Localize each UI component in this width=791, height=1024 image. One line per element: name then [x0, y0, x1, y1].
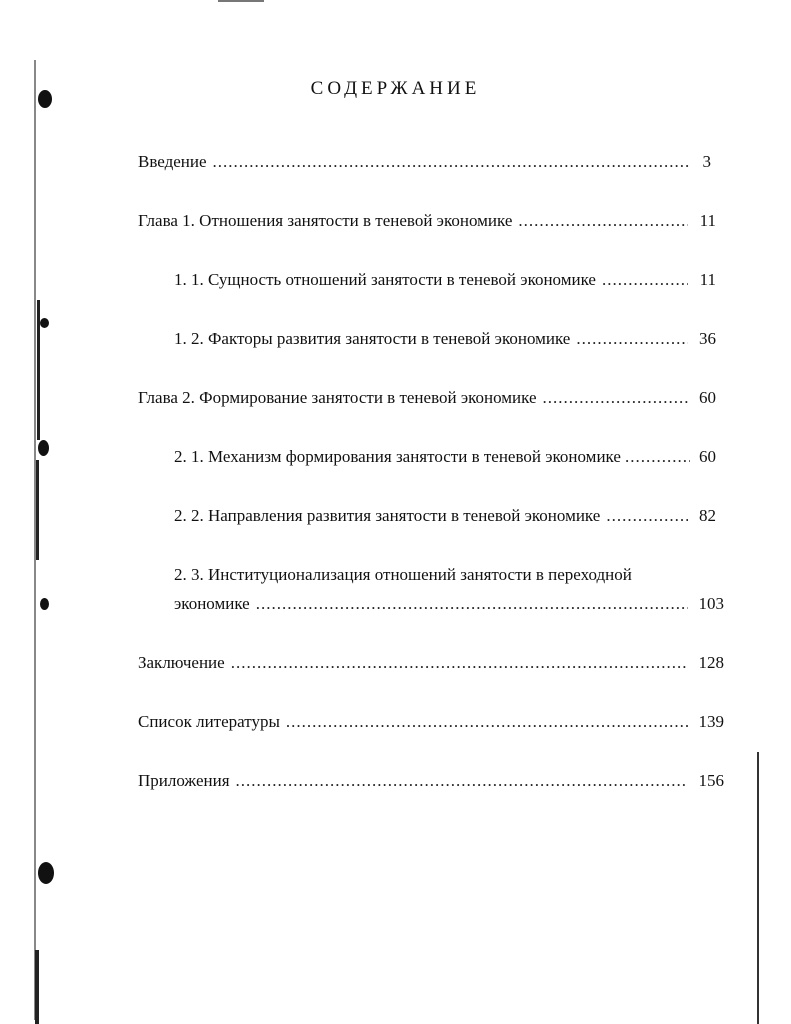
toc-entry-section-2-1[interactable] — [174, 447, 716, 467]
toc-entry-section-1-1[interactable] — [174, 270, 716, 290]
toc-entry-section-1-2[interactable] — [174, 329, 716, 349]
toc-title: СОДЕРЖАНИЕ — [310, 78, 481, 99]
toc-leader-dots — [625, 447, 690, 467]
toc-leader-dots — [286, 712, 688, 732]
toc-leader-dots — [231, 653, 688, 673]
toc-leader-dots — [518, 211, 688, 231]
toc-page-number: 128 — [698, 653, 724, 672]
toc-entry-label: 1. 2. Факторы развития занятости в теневой экономике — [174, 329, 571, 348]
toc-entry-label: Введение — [138, 152, 207, 171]
toc-page-number: 11 — [699, 270, 716, 289]
toc-page-number: 139 — [698, 712, 724, 731]
toc-entry-label: экономике — [174, 594, 250, 613]
toc-entry-label: Список литературы — [138, 712, 280, 731]
toc-page-number: 82 — [699, 506, 716, 525]
toc-leader-dots — [576, 329, 688, 349]
toc-entry-chapter-1[interactable] — [138, 211, 716, 231]
toc-entry-bibliography[interactable] — [138, 712, 724, 732]
toc-page-number: 11 — [699, 211, 716, 230]
toc-entry-label: 2. 2. Направления развития занятости в теневой экономике — [174, 506, 601, 525]
toc-leader-dots — [606, 506, 688, 526]
toc-entry-section-2-3[interactable] — [174, 594, 724, 614]
toc-leader-dots — [602, 270, 688, 290]
toc-entry-section-2-3-line1[interactable] — [174, 565, 689, 585]
toc-entry-introduction[interactable] — [138, 152, 711, 172]
toc-page-number: 103 — [698, 594, 724, 613]
toc-leader-dots — [543, 388, 688, 408]
toc-entry-label-line1: 2. 3. Институционализация отношений занятости в переходной — [174, 565, 632, 584]
toc-leader-dots — [236, 771, 688, 791]
toc-page-number: 156 — [698, 771, 724, 790]
toc-entry-label: 2. 1. Механизм формирования занятости в теневой экономике — [174, 447, 621, 466]
toc-page-number: 60 — [699, 388, 716, 407]
toc-leader-dots — [256, 594, 688, 614]
toc-entry-label: 1. 1. Сущность отношений занятости в теневой экономике — [174, 270, 596, 289]
toc-entry-label: Заключение — [138, 653, 225, 672]
toc-entry-label: Глава 1. Отношения занятости в теневой экономике — [138, 211, 513, 230]
toc-entry-chapter-2[interactable] — [138, 388, 716, 408]
toc-entry-section-2-2[interactable] — [174, 506, 716, 526]
toc-page-number: 36 — [699, 329, 716, 348]
toc-leader-dots — [213, 152, 691, 172]
toc-entry-appendices[interactable] — [138, 771, 724, 791]
toc-page-number: 60 — [699, 447, 716, 466]
toc-entry-label: Приложения — [138, 771, 230, 790]
toc-page-number: 3 — [702, 152, 711, 171]
toc-entry-label: Глава 2. Формирование занятости в теневой экономике — [138, 388, 537, 407]
toc-entry-conclusion[interactable] — [138, 653, 724, 673]
